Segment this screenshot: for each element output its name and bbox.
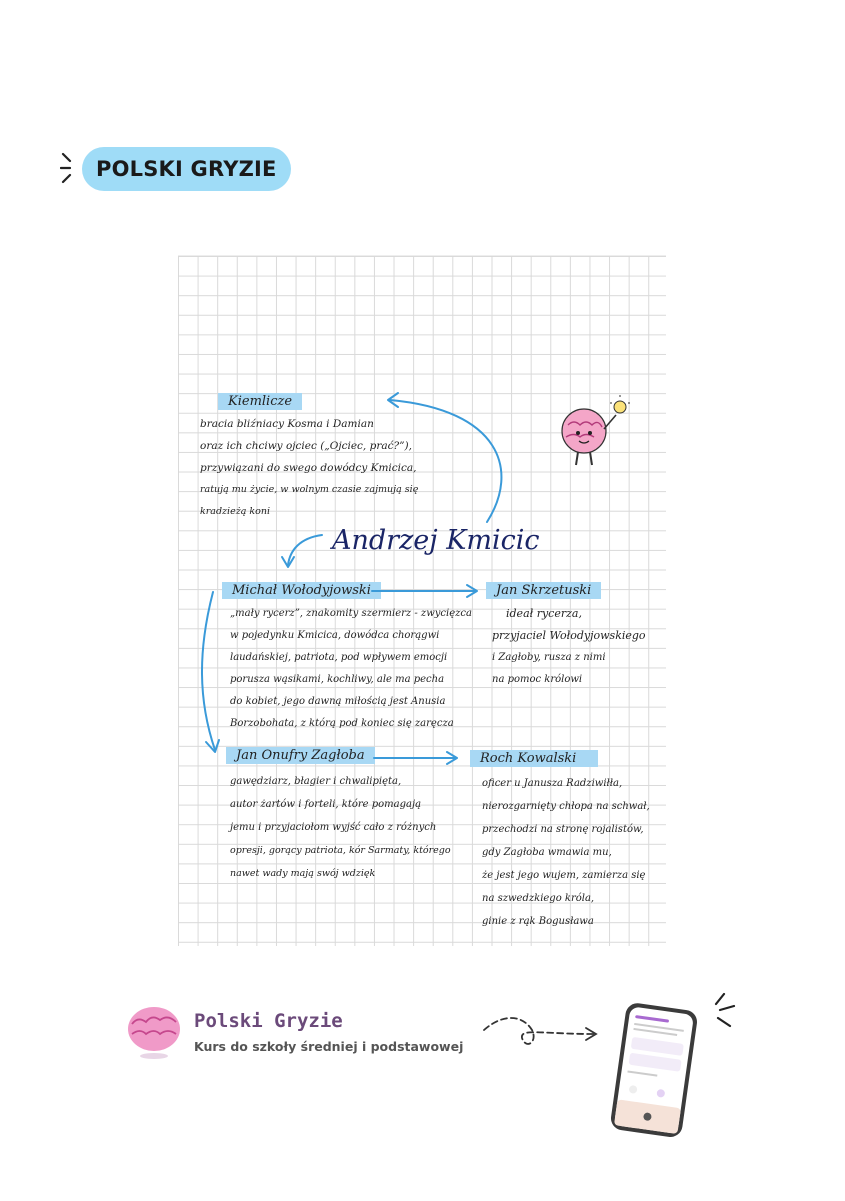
text-line: że jest jego wujem, zamierza się [482, 870, 646, 881]
text-line: gdy Zagłoba wmawia mu, [482, 847, 612, 858]
text-line: oraz ich chciwy ojciec („Ojciec, prać?”), [200, 440, 412, 452]
brand-title: Polski Gryzie [194, 1010, 343, 1032]
header-badge-text: POLSKI GRYZIE [96, 157, 277, 181]
text-line: nawet wady mają swój wdzięk [230, 868, 376, 879]
text-line: na szwedzkiego króla, [482, 893, 595, 904]
label-kowalski: Roch Kowalski [470, 750, 598, 767]
text-skrzetuski [492, 603, 646, 691]
text-line: bracia bliźniacy Kosma i Damian [200, 418, 374, 430]
text-line: przywiązani do swego dowódcy Kmicica, [200, 462, 417, 474]
brand-logo-icon [126, 1002, 182, 1060]
text-line: kradzieżą koni [200, 506, 271, 517]
spark-icon [710, 990, 738, 1030]
text-line: ideał rycerza, [506, 607, 582, 620]
text-line: w pojedynku Kmicica, dowódca chorągwi [230, 630, 440, 641]
brand-subtitle: Kurs do szkoły średniej i podstawowej [194, 1039, 464, 1054]
header-badge [82, 147, 291, 191]
text-line: Borzobohata, z którą pod koniec się zaręcza [230, 718, 454, 729]
label-wolodyjowski: Michał Wołodyjowski [222, 582, 381, 599]
text-line: nierozgarnięty chłopa na schwał, [482, 801, 650, 812]
label-zagloba: Jan Onufry Zagłoba [226, 747, 375, 764]
label-kiemlicze: Kiemlicze [218, 393, 302, 410]
text-line: opresji, gorący patriota, kór Sarmaty, którego [230, 845, 451, 856]
text-kiemlicze [200, 413, 418, 523]
text-line: ginie z rąk Bogusława [482, 916, 594, 927]
text-line: autor żartów i forteli, które pomagają [230, 799, 422, 810]
text-line: „mały rycerz”, znakomity szermierz - zwycięzca [230, 608, 472, 619]
text-line: przechodzi na stronę rojalistów, [482, 824, 644, 835]
text-line: laudańskiej, patriota, pod wpływem emocji [230, 652, 448, 663]
text-line: na pomoc królowi [492, 674, 583, 685]
text-kowalski [482, 772, 650, 933]
text-line: porusza wąsikami, kochliwy, ale ma pecha [230, 674, 445, 685]
note-title: Andrzej Kmicic [332, 525, 540, 556]
text-line: do kobiet, jego dawną miłością jest Anusia [230, 696, 446, 707]
text-line: oficer u Janusza Radziwiłła, [482, 778, 623, 789]
spark-icon [60, 150, 82, 190]
brain-mascot-icon [552, 395, 632, 470]
label-skrzetuski: Jan Skrzetuski [486, 582, 601, 599]
text-line: jemu i przyjaciołom wyjść cało z różnych [230, 822, 437, 833]
text-zagloba [230, 770, 451, 885]
text-line: ratują mu życie, w wolnym czasie zajmują się [200, 484, 419, 495]
text-line: gawędziarz, błagier i chwalipięta, [230, 776, 402, 787]
text-line: i Zagłoby, rusza z nimi [492, 652, 606, 663]
text-wolodyjowski [230, 603, 472, 735]
text-line: przyjaciel Wołodyjowskiego [492, 629, 646, 642]
phone-mockup-icon [598, 1000, 708, 1140]
dashed-arrow-icon [482, 1008, 602, 1054]
